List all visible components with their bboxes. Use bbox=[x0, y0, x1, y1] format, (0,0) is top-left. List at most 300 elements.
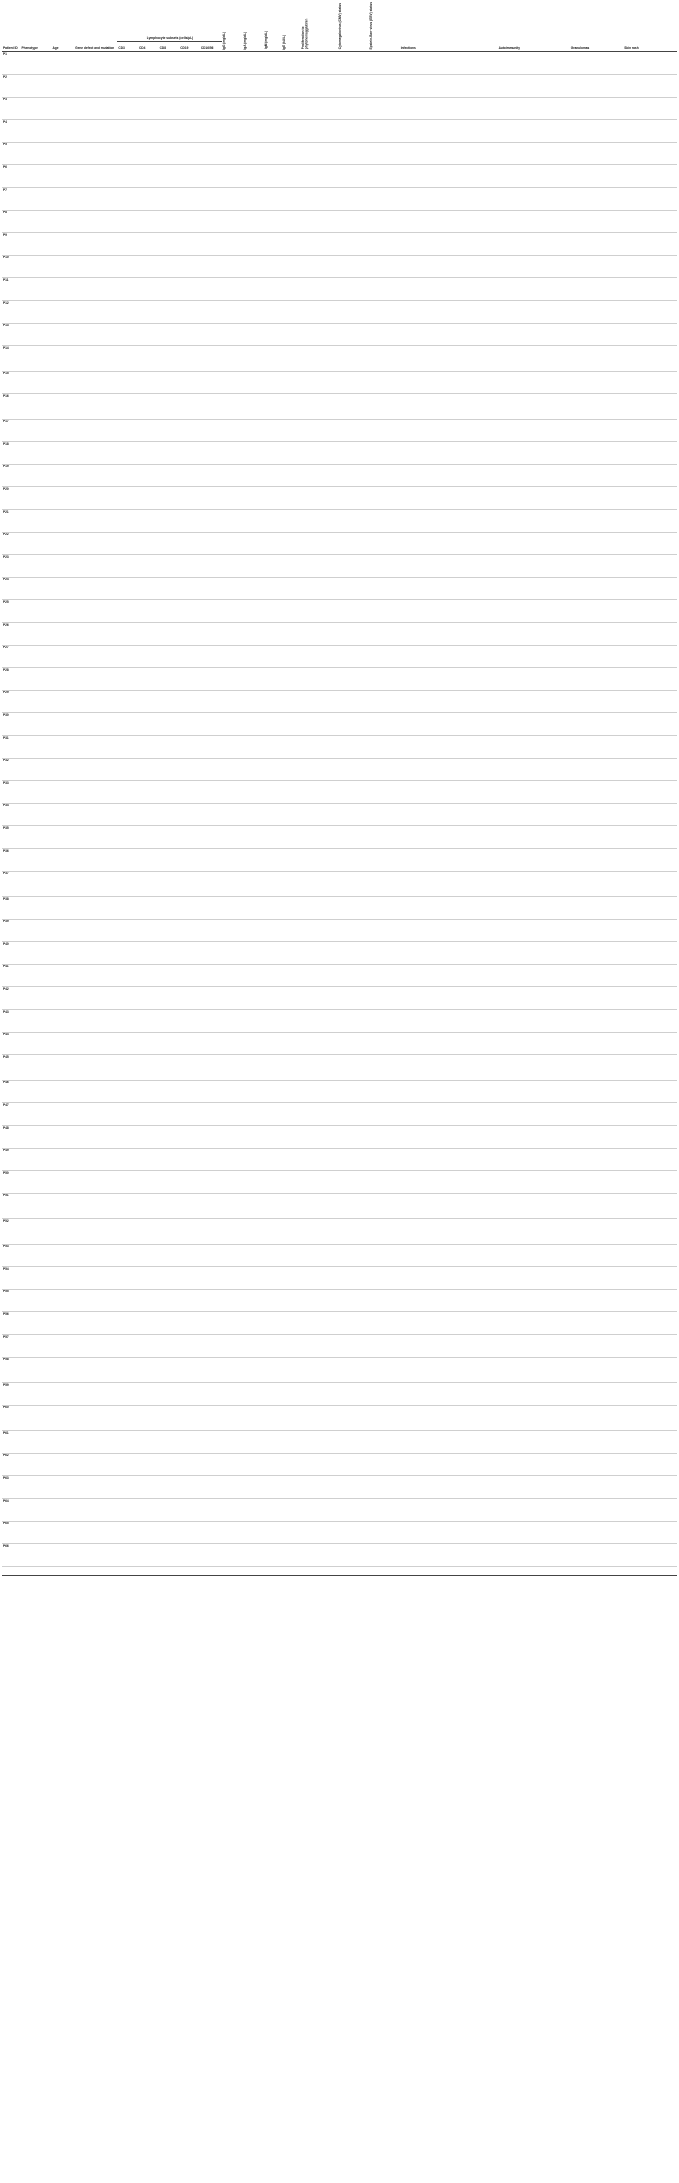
cell-cd3 bbox=[117, 510, 138, 533]
table-row bbox=[2, 487, 677, 510]
cell-cd4 bbox=[138, 1244, 159, 1267]
cell-phenotype bbox=[21, 464, 52, 487]
cell-id: P49 bbox=[2, 1148, 21, 1171]
cell-cd4 bbox=[138, 1312, 159, 1335]
cell-igg bbox=[222, 532, 243, 555]
cell-igg bbox=[222, 233, 243, 256]
cell-cd4 bbox=[138, 803, 159, 826]
cell-cd19 bbox=[179, 1405, 200, 1431]
cell-igg bbox=[222, 736, 243, 759]
cell-infections bbox=[400, 1010, 498, 1033]
cell-age bbox=[51, 1219, 74, 1245]
table-row bbox=[2, 1219, 677, 1245]
cell-cd3 bbox=[117, 736, 138, 759]
cell-ebv bbox=[369, 1544, 400, 1567]
cell-ebv bbox=[369, 1193, 400, 1219]
cell-cd4 bbox=[138, 1032, 159, 1055]
cell-autoimmunity bbox=[498, 1289, 570, 1312]
cell-cd4 bbox=[138, 120, 159, 143]
cell-phenotype bbox=[21, 1521, 52, 1544]
cell-cd3 bbox=[117, 532, 138, 555]
cell-infections bbox=[400, 97, 498, 120]
cell-cd3 bbox=[117, 1357, 138, 1383]
cell-granulomas bbox=[570, 987, 624, 1010]
cell-cd1656 bbox=[200, 1431, 223, 1454]
cell-phenotype bbox=[21, 1383, 52, 1406]
cell-granulomas bbox=[570, 623, 624, 646]
cell-gene bbox=[74, 52, 117, 75]
cell-infections bbox=[400, 848, 498, 871]
cell-cd4 bbox=[138, 736, 159, 759]
cell-cd8 bbox=[159, 371, 180, 394]
cell-cd8 bbox=[159, 487, 180, 510]
cell-igm bbox=[264, 74, 283, 97]
cell-igg bbox=[222, 1453, 243, 1476]
cell-gene bbox=[74, 871, 117, 897]
cell-cd19 bbox=[179, 1193, 200, 1219]
cell-cd19 bbox=[179, 487, 200, 510]
cell-cd3 bbox=[117, 1103, 138, 1126]
table-row bbox=[2, 713, 677, 736]
cell-cd4 bbox=[138, 848, 159, 871]
cell-age bbox=[51, 510, 74, 533]
cell-iga bbox=[243, 1289, 264, 1312]
cell-cd19 bbox=[179, 1476, 200, 1499]
cell-cd8 bbox=[159, 1312, 180, 1335]
cell-infections bbox=[400, 713, 498, 736]
cell-autoimmunity bbox=[498, 1357, 570, 1383]
cell-id: P5 bbox=[2, 142, 21, 165]
cell-ige bbox=[282, 942, 301, 965]
cell-cd8 bbox=[159, 871, 180, 897]
cell-granulomas bbox=[570, 165, 624, 188]
cell-cd3 bbox=[117, 623, 138, 646]
cell-cd19 bbox=[179, 690, 200, 713]
cell-igm bbox=[264, 1544, 283, 1567]
cell-cd4 bbox=[138, 346, 159, 372]
cell-age bbox=[51, 1312, 74, 1335]
cell-age bbox=[51, 487, 74, 510]
cell-id: P65 bbox=[2, 1521, 21, 1544]
cell-infections bbox=[400, 1312, 498, 1335]
cell-cd19 bbox=[179, 987, 200, 1010]
cell-cd1656 bbox=[200, 464, 223, 487]
cell-id: P37 bbox=[2, 871, 21, 897]
cell-age bbox=[51, 1476, 74, 1499]
cell-ebv bbox=[369, 442, 400, 465]
cell-autoimmunity bbox=[498, 1193, 570, 1219]
cell-infections bbox=[400, 942, 498, 965]
cell-id: P56 bbox=[2, 1312, 21, 1335]
cell-cd1656 bbox=[200, 803, 223, 826]
cell-cd1656 bbox=[200, 848, 223, 871]
cell-cmv bbox=[338, 919, 369, 942]
cell-ige bbox=[282, 323, 301, 346]
cell-autoimmunity bbox=[498, 346, 570, 372]
cell-id: P1 bbox=[2, 52, 21, 75]
cell-ebv bbox=[369, 987, 400, 1010]
cell-cd3 bbox=[117, 919, 138, 942]
cell-prolif bbox=[301, 897, 338, 920]
cell-cd3 bbox=[117, 1312, 138, 1335]
cell-gene bbox=[74, 987, 117, 1010]
cell-ebv bbox=[369, 1219, 400, 1245]
table-row bbox=[2, 1357, 677, 1383]
cell-cmv bbox=[338, 300, 369, 323]
cell-age bbox=[51, 52, 74, 75]
cell-phenotype bbox=[21, 323, 52, 346]
cell-cd1656 bbox=[200, 165, 223, 188]
table-row bbox=[2, 1148, 677, 1171]
cell-igg bbox=[222, 897, 243, 920]
table-row bbox=[2, 555, 677, 578]
cell-cd3 bbox=[117, 645, 138, 668]
cell-igm bbox=[264, 1312, 283, 1335]
cell-age bbox=[51, 848, 74, 871]
cell-cd3 bbox=[117, 781, 138, 804]
cell-ige bbox=[282, 1476, 301, 1499]
cell-igg bbox=[222, 464, 243, 487]
cell-skin_rash bbox=[623, 1244, 677, 1267]
col-infections: Infections bbox=[400, 2, 498, 52]
table-row bbox=[2, 1521, 677, 1544]
cell-phenotype bbox=[21, 1244, 52, 1267]
cell-prolif bbox=[301, 1103, 338, 1126]
cell-age bbox=[51, 781, 74, 804]
cell-prolif bbox=[301, 623, 338, 646]
cell-cd8 bbox=[159, 577, 180, 600]
cell-cd1656 bbox=[200, 1193, 223, 1219]
cell-ige bbox=[282, 52, 301, 75]
cell-prolif bbox=[301, 987, 338, 1010]
cell-ige bbox=[282, 690, 301, 713]
cell-iga bbox=[243, 442, 264, 465]
cell-iga bbox=[243, 1499, 264, 1522]
cell-cd8 bbox=[159, 623, 180, 646]
cell-cmv bbox=[338, 1476, 369, 1499]
cell-cd19 bbox=[179, 165, 200, 188]
cell-prolif bbox=[301, 233, 338, 256]
cell-iga bbox=[243, 300, 264, 323]
cell-cd3 bbox=[117, 1431, 138, 1454]
table-row bbox=[2, 919, 677, 942]
cell-age bbox=[51, 600, 74, 623]
cell-ebv bbox=[369, 1499, 400, 1522]
cell-cd8 bbox=[159, 1125, 180, 1148]
cell-ebv bbox=[369, 781, 400, 804]
cell-cd1656 bbox=[200, 623, 223, 646]
cell-gene bbox=[74, 645, 117, 668]
cell-skin_rash bbox=[623, 165, 677, 188]
cell-iga bbox=[243, 1431, 264, 1454]
cell-cmv bbox=[338, 781, 369, 804]
cell-age bbox=[51, 645, 74, 668]
table-row bbox=[2, 97, 677, 120]
cell-iga bbox=[243, 1405, 264, 1431]
cell-autoimmunity bbox=[498, 165, 570, 188]
cell-age bbox=[51, 826, 74, 849]
cell-prolif bbox=[301, 1383, 338, 1406]
cell-cd19 bbox=[179, 1148, 200, 1171]
cell-ige bbox=[282, 1148, 301, 1171]
table-row bbox=[2, 442, 677, 465]
cell-igm bbox=[264, 1267, 283, 1290]
cell-cd3 bbox=[117, 442, 138, 465]
cell-cd19 bbox=[179, 1103, 200, 1126]
cell-cd1656 bbox=[200, 1103, 223, 1126]
cell-cd19 bbox=[179, 300, 200, 323]
cell-ige bbox=[282, 1193, 301, 1219]
cell-ige bbox=[282, 1357, 301, 1383]
cell-cd8 bbox=[159, 690, 180, 713]
cell-cd3 bbox=[117, 1148, 138, 1171]
cell-infections bbox=[400, 964, 498, 987]
cell-cd4 bbox=[138, 555, 159, 578]
cell-cmv bbox=[338, 346, 369, 372]
cell-infections bbox=[400, 371, 498, 394]
cell-phenotype bbox=[21, 942, 52, 965]
cell-prolif bbox=[301, 690, 338, 713]
cell-phenotype bbox=[21, 255, 52, 278]
cell-age bbox=[51, 1125, 74, 1148]
cell-cd4 bbox=[138, 1431, 159, 1454]
cell-gene bbox=[74, 1010, 117, 1033]
cell-iga bbox=[243, 1544, 264, 1567]
cell-prolif bbox=[301, 532, 338, 555]
cell-id: P17 bbox=[2, 419, 21, 442]
cell-igm bbox=[264, 1289, 283, 1312]
cell-ebv bbox=[369, 964, 400, 987]
cell-cd4 bbox=[138, 1125, 159, 1148]
cell-igm bbox=[264, 300, 283, 323]
cell-id: P3 bbox=[2, 97, 21, 120]
cell-ige bbox=[282, 577, 301, 600]
cell-age bbox=[51, 74, 74, 97]
cell-age bbox=[51, 233, 74, 256]
cell-skin_rash bbox=[623, 419, 677, 442]
cell-skin_rash bbox=[623, 1405, 677, 1431]
cell-igg bbox=[222, 690, 243, 713]
cell-ebv bbox=[369, 323, 400, 346]
cell-ebv bbox=[369, 210, 400, 233]
cell-skin_rash bbox=[623, 1476, 677, 1499]
cell-cd19 bbox=[179, 323, 200, 346]
cell-autoimmunity bbox=[498, 1476, 570, 1499]
cell-ebv bbox=[369, 713, 400, 736]
cell-granulomas bbox=[570, 848, 624, 871]
cell-autoimmunity bbox=[498, 871, 570, 897]
cell-iga bbox=[243, 987, 264, 1010]
cell-phenotype bbox=[21, 1499, 52, 1522]
cell-gene bbox=[74, 1476, 117, 1499]
cell-igm bbox=[264, 848, 283, 871]
cell-skin_rash bbox=[623, 1289, 677, 1312]
cell-phenotype bbox=[21, 346, 52, 372]
cell-cd4 bbox=[138, 233, 159, 256]
cell-cd3 bbox=[117, 690, 138, 713]
cell-infections bbox=[400, 510, 498, 533]
cell-igm bbox=[264, 52, 283, 75]
cell-igm bbox=[264, 1055, 283, 1081]
cell-skin_rash bbox=[623, 233, 677, 256]
cell-granulomas bbox=[570, 346, 624, 372]
table-row bbox=[2, 803, 677, 826]
cell-cmv bbox=[338, 577, 369, 600]
cell-ige bbox=[282, 300, 301, 323]
cell-igg bbox=[222, 1544, 243, 1567]
col-cd16-56: CD16/56 bbox=[200, 42, 223, 52]
cell-gene bbox=[74, 346, 117, 372]
cell-cd8 bbox=[159, 1171, 180, 1194]
cell-granulomas bbox=[570, 255, 624, 278]
cell-cd19 bbox=[179, 442, 200, 465]
cell-cd19 bbox=[179, 1244, 200, 1267]
cell-cmv bbox=[338, 532, 369, 555]
cell-cd19 bbox=[179, 1312, 200, 1335]
cell-age bbox=[51, 1244, 74, 1267]
cell-infections bbox=[400, 987, 498, 1010]
table-row bbox=[2, 52, 677, 75]
cell-age bbox=[51, 532, 74, 555]
cell-iga bbox=[243, 1521, 264, 1544]
cell-infections bbox=[400, 210, 498, 233]
cell-cd3 bbox=[117, 600, 138, 623]
cell-ige bbox=[282, 623, 301, 646]
cell-iga bbox=[243, 1148, 264, 1171]
cell-ebv bbox=[369, 1312, 400, 1335]
table-row bbox=[2, 668, 677, 691]
cell-cmv bbox=[338, 713, 369, 736]
cell-ige bbox=[282, 1312, 301, 1335]
cell-cd3 bbox=[117, 464, 138, 487]
cell-phenotype bbox=[21, 371, 52, 394]
cell-prolif bbox=[301, 371, 338, 394]
cell-igm bbox=[264, 278, 283, 301]
cell-cd8 bbox=[159, 826, 180, 849]
cell-prolif bbox=[301, 758, 338, 781]
cell-igm bbox=[264, 1219, 283, 1245]
cell-cd8 bbox=[159, 1335, 180, 1358]
cell-prolif bbox=[301, 323, 338, 346]
cell-cd1656 bbox=[200, 52, 223, 75]
cell-phenotype bbox=[21, 97, 52, 120]
cell-cd19 bbox=[179, 1219, 200, 1245]
cell-igg bbox=[222, 1267, 243, 1290]
cell-igm bbox=[264, 668, 283, 691]
cell-iga bbox=[243, 187, 264, 210]
cell-prolif bbox=[301, 346, 338, 372]
cell-gene bbox=[74, 1080, 117, 1103]
cell-cd1656 bbox=[200, 871, 223, 897]
table-row bbox=[2, 1171, 677, 1194]
cell-cd19 bbox=[179, 668, 200, 691]
cell-cd8 bbox=[159, 1521, 180, 1544]
cell-skin_rash bbox=[623, 74, 677, 97]
cell-cd4 bbox=[138, 645, 159, 668]
cell-granulomas bbox=[570, 942, 624, 965]
cell-gene bbox=[74, 555, 117, 578]
cell-igg bbox=[222, 255, 243, 278]
cell-iga bbox=[243, 120, 264, 143]
cell-cd4 bbox=[138, 97, 159, 120]
cell-ebv bbox=[369, 464, 400, 487]
cell-igg bbox=[222, 577, 243, 600]
cell-igg bbox=[222, 871, 243, 897]
cell-phenotype bbox=[21, 1267, 52, 1290]
cell-igm bbox=[264, 600, 283, 623]
cell-gene bbox=[74, 1055, 117, 1081]
cell-cd8 bbox=[159, 1383, 180, 1406]
cell-ebv bbox=[369, 645, 400, 668]
cell-ige bbox=[282, 371, 301, 394]
cell-igg bbox=[222, 987, 243, 1010]
cell-infections bbox=[400, 1080, 498, 1103]
cell-cd8 bbox=[159, 346, 180, 372]
table-row bbox=[2, 1032, 677, 1055]
cell-cd3 bbox=[117, 346, 138, 372]
cell-cd19 bbox=[179, 848, 200, 871]
cell-cd1656 bbox=[200, 74, 223, 97]
cell-skin_rash bbox=[623, 1032, 677, 1055]
cell-cd8 bbox=[159, 1103, 180, 1126]
cell-granulomas bbox=[570, 1219, 624, 1245]
cell-igg bbox=[222, 1289, 243, 1312]
cell-skin_rash bbox=[623, 300, 677, 323]
cell-cmv bbox=[338, 97, 369, 120]
cell-phenotype bbox=[21, 848, 52, 871]
cell-iga bbox=[243, 464, 264, 487]
cell-iga bbox=[243, 1055, 264, 1081]
cell-skin_rash bbox=[623, 645, 677, 668]
cell-phenotype bbox=[21, 52, 52, 75]
cell-autoimmunity bbox=[498, 600, 570, 623]
cell-phenotype bbox=[21, 1405, 52, 1431]
cell-iga bbox=[243, 233, 264, 256]
cell-cd8 bbox=[159, 1357, 180, 1383]
cell-granulomas bbox=[570, 826, 624, 849]
cell-gene bbox=[74, 394, 117, 420]
cell-igg bbox=[222, 964, 243, 987]
cell-age bbox=[51, 419, 74, 442]
cell-cd3 bbox=[117, 1521, 138, 1544]
cell-prolif bbox=[301, 826, 338, 849]
cell-cd3 bbox=[117, 848, 138, 871]
cell-phenotype bbox=[21, 1431, 52, 1454]
table-row bbox=[2, 1383, 677, 1406]
cell-infections bbox=[400, 690, 498, 713]
cell-igm bbox=[264, 464, 283, 487]
cell-granulomas bbox=[570, 1383, 624, 1406]
cell-iga bbox=[243, 394, 264, 420]
cell-age bbox=[51, 187, 74, 210]
cell-autoimmunity bbox=[498, 1383, 570, 1406]
cell-igg bbox=[222, 97, 243, 120]
cell-cd8 bbox=[159, 210, 180, 233]
cell-cd4 bbox=[138, 919, 159, 942]
cell-autoimmunity bbox=[498, 555, 570, 578]
cell-id: P13 bbox=[2, 323, 21, 346]
cell-iga bbox=[243, 1171, 264, 1194]
cell-id: P25 bbox=[2, 600, 21, 623]
cell-ebv bbox=[369, 555, 400, 578]
cell-igg bbox=[222, 1125, 243, 1148]
cell-infections bbox=[400, 1193, 498, 1219]
cell-cmv bbox=[338, 394, 369, 420]
cell-infections bbox=[400, 532, 498, 555]
cell-cd8 bbox=[159, 668, 180, 691]
cell-infections bbox=[400, 577, 498, 600]
cell-iga bbox=[243, 555, 264, 578]
